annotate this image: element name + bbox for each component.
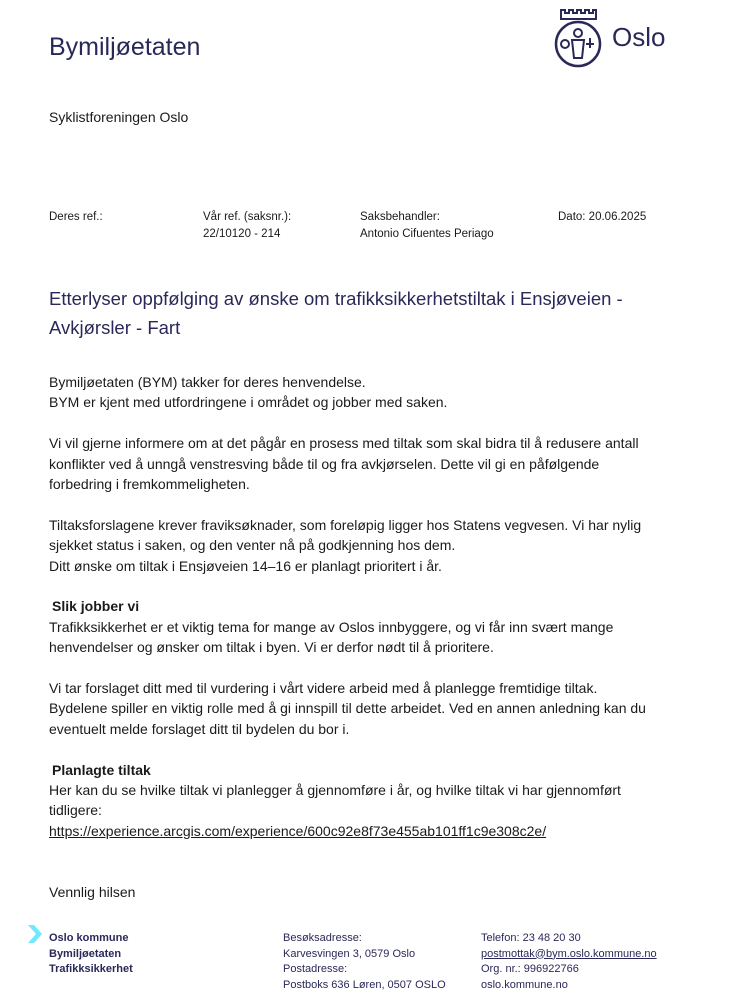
- phone: Telefon: 23 48 20 30: [481, 932, 581, 944]
- saksbehandler-value: Antonio Cifuentes Periago: [360, 228, 494, 240]
- paragraph: Trafikksikkerhet er et viktig tema for mange av Oslos innbyggere, og vi får inn svært mange henvendelser og ønsker om tiltak i byen. Vi er derfor nødt til å prioritere.: [49, 618, 614, 656]
- recipient: Syklistforeningen Oslo: [49, 109, 189, 125]
- website: oslo.kommune.no: [481, 978, 568, 991]
- letter-title: Etterlyser oppfølging av ønske om trafikksikkerhetstiltak i Ensjøveien - Avkjørsler - Fart: [49, 288, 623, 338]
- logo-text: Oslo: [612, 21, 666, 52]
- arcgis-link[interactable]: https://experience.arcgis.com/experience/600c92e8f73e455ab101ff1c9e308c2e/: [49, 822, 547, 839]
- oslo-seal-icon: [552, 6, 604, 68]
- letter-body: [49, 372, 699, 902]
- org-nr: Org. nr.: 996922766: [481, 963, 579, 975]
- email-link[interactable]: postmottak@bym.oslo.kommune.no: [481, 947, 657, 960]
- var-ref-value: 22/10120 - 214: [203, 228, 281, 240]
- paragraph: Vi vil gjerne informere om at det pågår en prosess med tiltak som skal bidra til å redusere antall konflikter ved å unngå venstresving både til og fra avkjørselen. Dette vil gi en påfølgende forbedring i fremkommeligheten.: [49, 435, 639, 493]
- var-ref: [203, 209, 291, 243]
- saksbehandler: [360, 209, 494, 243]
- chevron-right-icon: [28, 925, 42, 943]
- saksbehandler-label: Saksbehandler:: [360, 211, 440, 223]
- date: Dato: 20.06.2025: [558, 211, 647, 223]
- section-heading: Slik jobber vi: [52, 598, 140, 615]
- section-heading: Planlagte tiltak: [52, 761, 151, 778]
- paragraph: Her kan du se hvilke tiltak vi planlegger å gjennomføre i år, og hvilke tiltak vi har gjennomført tidligere: https://experience.arcgis.com/experience/600c92e8f73e455ab101ff1c9e308c2e/: [49, 782, 621, 839]
- paragraph: Vi tar forslaget ditt med til vurdering i vårt videre arbeid med å planlegge fremtidige tiltak. Bydelene spiller en viktig rolle med å gi innspill til dette arbeidet. Ved en annen anledning kan du eventuelt melde forslaget ditt til bydelen du bor i.: [49, 680, 646, 737]
- deres-ref-label: Deres ref.:: [49, 211, 103, 223]
- oslo-logo: [552, 6, 665, 68]
- sender-name: Bymiljøetaten: [49, 33, 201, 61]
- footer-address: Besøksadresse: Karvesvingen 3, 0579 Oslo Postadresse: Postboks 636 Løren, 0507 OSLO: [283, 932, 446, 991]
- footer-contact: [481, 931, 657, 993]
- var-ref-label: Vår ref. (saksnr.):: [203, 211, 292, 223]
- paragraph: Tiltaksforslagene krever fraviksøknader, som foreløpig ligger hos Statens vegvesen. Vi har nylig sjekket status i saken, og den venter nå på godkjenning hos dem. Ditt ønske om tiltak i Ensjøveien 14–16 er planlagt prioritert i år.: [49, 516, 642, 574]
- footer-org: Oslo kommune Bymiljøetaten Trafikksikkerhet: [49, 932, 133, 975]
- closing: Vennlig hilsen: [49, 884, 136, 901]
- paragraph: Bymiljøetaten (BYM) takker for deres henvendelse. BYM er kjent med utfordringene i området og jobber med saken.: [49, 374, 448, 411]
